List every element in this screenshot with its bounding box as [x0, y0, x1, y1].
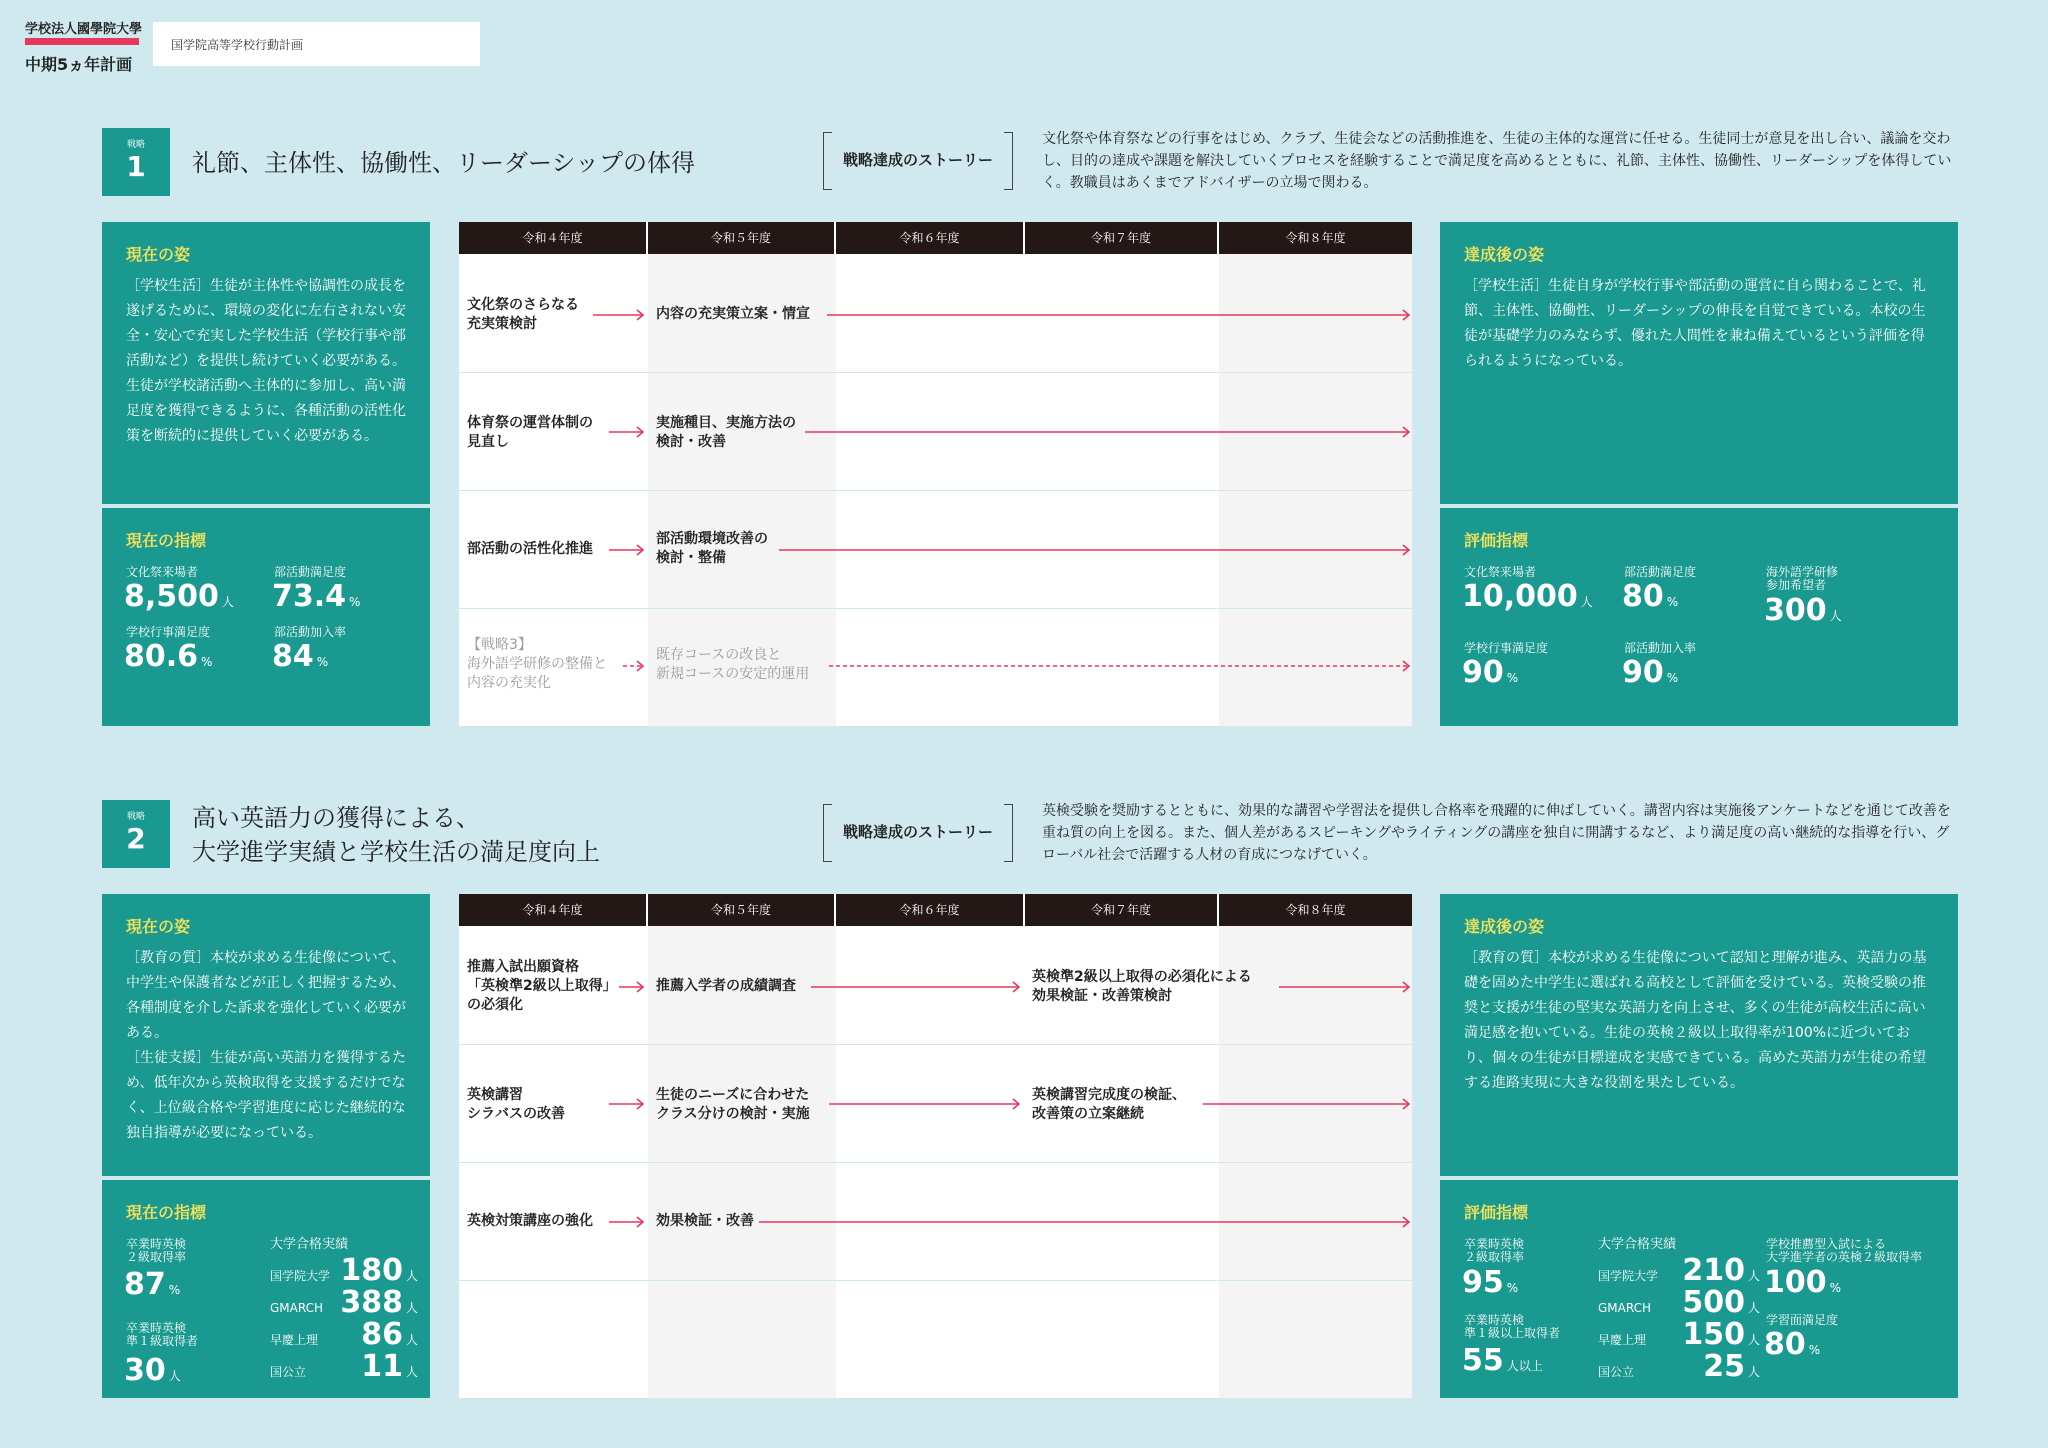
- year-header: 令和７年度: [1025, 222, 1217, 254]
- metric-value: 90 %: [1462, 655, 1519, 690]
- univ-name: 国学院大学: [1598, 1269, 1659, 1283]
- univ-label: 大学合格実績: [1598, 1237, 1677, 1252]
- badge-number: 2: [126, 822, 146, 855]
- eval-metrics-panel: [1440, 508, 1958, 726]
- univ-value: 180 人: [340, 1253, 418, 1288]
- univ-value: 11 人: [361, 1349, 418, 1384]
- metric-label: 部活動加入率: [274, 625, 347, 639]
- year-header: 令和６年度: [836, 894, 1023, 926]
- current-heading: 現在の姿: [126, 245, 191, 264]
- univ-label: 大学合格実績: [270, 1237, 349, 1252]
- current-metrics-panel: [102, 1180, 430, 1398]
- task-next: 既存コースの改良と 新規コースの安定的運用: [656, 647, 810, 682]
- current-state-panel: [102, 894, 430, 1176]
- metric-label: 部活動満足度: [274, 565, 347, 579]
- year-header: 令和８年度: [1219, 222, 1412, 254]
- current-state-panel: [102, 222, 430, 504]
- task-next: 生徒のニーズに合わせた クラス分けの検討・実施: [656, 1087, 810, 1122]
- timeline-1: [459, 222, 1412, 726]
- title-line: 大学進学実績と学校生活の満足度向上: [192, 838, 600, 866]
- current-metrics-heading: 現在の指標: [126, 531, 207, 550]
- metric-value: 87 %: [124, 1267, 181, 1302]
- document-title: 国学院高等学校行動計画: [153, 22, 480, 66]
- metric-value: 80 %: [1622, 579, 1679, 614]
- current-text: ［学校生活］生徒が主体性や協調性の成長を遂げるために、環境の変化に左右されない安全・安心で充実した学校生活（学校行事や部活動など）を提供し続けていく必要がある。生徒が学校諸活動へ主体的に参加し、高い満足度を獲得できるように、各種活動の活性化策を断続的に提供していく必要がある。: [126, 278, 406, 444]
- year-header: 令和５年度: [648, 894, 834, 926]
- univ-value: 150 人: [1682, 1317, 1760, 1352]
- badge-number: 1: [126, 150, 146, 183]
- title-line: 礼節、主体性、協働性、リーダーシップの体得: [192, 149, 696, 177]
- task-current: 英検講習 シラバスの改善: [467, 1087, 565, 1122]
- year-header: 令和５年度: [648, 222, 834, 254]
- univ-value: 500 人: [1682, 1285, 1760, 1320]
- metric-value: 80.6 %: [124, 639, 213, 674]
- badge-label: 戦略: [126, 812, 145, 822]
- metric-label: 卒業時英検 準１級取得者: [126, 1321, 199, 1348]
- task-later: 英検講習完成度の検証、 改善策の立案継続: [1032, 1087, 1186, 1122]
- story-label: 戦略達成のストーリー: [823, 132, 1013, 188]
- goal-text: ［学校生活］生徒自身が学校行事や部活動の運営に自ら関わることで、礼節、主体性、協働性、リーダーシップの伸長を自覚できている。本校の生徒が基礎学力のみならず、優れた人間性を兼ね備えているという評価を得られるようになっている。: [1464, 278, 1926, 369]
- strategy-2-title: [192, 801, 600, 869]
- metric-value: 84 %: [272, 639, 329, 674]
- task-current: 文化祭のさらなる 充実策検討: [467, 297, 579, 332]
- strategy-1-title: [192, 146, 695, 180]
- goal-heading: 達成後の姿: [1464, 245, 1545, 264]
- title-line: 高い英語力の獲得による、: [192, 804, 480, 832]
- univ-name: GMARCH: [1598, 1301, 1652, 1315]
- metric-label: 卒業時英検 ２級取得率: [126, 1237, 187, 1264]
- metric-label: 学習面満足度: [1766, 1313, 1839, 1327]
- task-next: 効果検証・改善: [656, 1213, 754, 1229]
- timeline-arrows: [459, 894, 1412, 1398]
- task-current: 英検対策講座の強化: [467, 1213, 593, 1229]
- metric-label: 文化祭来場者: [1464, 565, 1537, 579]
- eval-heading: 評価指標: [1464, 1203, 1529, 1222]
- univ-name: 早慶上理: [1598, 1333, 1647, 1347]
- metric-label: 学校推薦型入試による 大学進学者の英検２級取得率: [1766, 1237, 1923, 1264]
- goal-state-panel: [1440, 222, 1958, 504]
- timeline-2: [459, 894, 1412, 1398]
- current-text: ［教育の質］本校が求める生徒像について、中学生や保護者などが正しく把握するため、各種制度を介した訴求を強化していく必要がある。 ［生徒支援］生徒が高い英語力を獲得するため、低年次から英検取得を支援するだけでなく、上位級合格や学習進度に応じた継続的な独自指導が必要になっている。: [126, 950, 406, 1141]
- metric-value: 10,000 人: [1462, 579, 1593, 614]
- year-header: 令和７年度: [1025, 894, 1217, 926]
- metric-value: 8,500 人: [124, 579, 234, 614]
- univ-name: 国公立: [270, 1365, 307, 1379]
- org-name: 学校法人國學院大學: [25, 22, 143, 37]
- task-next: 推薦入学者の成績調査: [656, 978, 796, 994]
- goal-text: ［教育の質］本校が求める生徒像について認知と理解が進み、英語力の基礎を固めた中学生に選ばれる高校として評価を受けている。英検受験の推奨と支援が生徒の堅実な英語力を向上させ、多くの生徒が高校生活に高い満足感を抱いている。生徒の英検２級以上取得率が100%に近づいており、個々の生徒が目標達成を実感できている。高めた英語力が生徒の希望する進路実現に大きな役割を果たしている。: [1464, 950, 1927, 1091]
- metric-label: 部活動満足度: [1624, 565, 1697, 579]
- eval-metrics-panel: [1440, 1180, 1958, 1398]
- eval-heading: 評価指標: [1464, 531, 1529, 550]
- metric-value: 100 %: [1764, 1265, 1842, 1300]
- task-next: 実施種目、実施方法の 検討・改善: [656, 415, 796, 450]
- year-header: 令和４年度: [459, 222, 646, 254]
- metric-value: 73.4 %: [272, 579, 361, 614]
- story-text: 英検受験を奨励するとともに、効果的な講習や学習法を提供し合格率を飛躍的に伸ばしていく。講習内容は実施後アンケートなどを通じて改善を重ね質の向上を図る。また、個人差があるスピーキングやライティングの講座を独自に開講するなど、より満足度の高い継続的な指導を行い、グローバル社会で活躍する人材の育成につなげていく。: [1042, 803, 1951, 863]
- brand-bar: [25, 38, 139, 45]
- metric-value: 55 人以上: [1462, 1343, 1543, 1378]
- current-metrics-heading: 現在の指標: [126, 1203, 207, 1222]
- metric-label: 文化祭来場者: [126, 565, 199, 579]
- metric-label: 卒業時英検 ２級取得率: [1464, 1237, 1525, 1264]
- metric-value: 80 %: [1764, 1327, 1821, 1362]
- univ-name: GMARCH: [270, 1301, 324, 1315]
- task-current: 【戦略3】 海外語学研修の整備と 内容の充実化: [467, 637, 607, 691]
- task-later: 英検準2級以上取得の必須化による 効果検証・改善策検討: [1032, 969, 1252, 1004]
- task-current: 推薦入試出願資格 「英検準2級以上取得」 の必須化: [467, 959, 617, 1013]
- metric-label: 卒業時英検 準１級以上取得者: [1464, 1313, 1561, 1340]
- current-metrics-panel: [102, 508, 430, 726]
- strategy-2-badge: [102, 800, 170, 868]
- current-heading: 現在の姿: [126, 917, 191, 936]
- task-current: 部活動の活性化推進: [467, 541, 593, 557]
- univ-value: 25 人: [1703, 1349, 1760, 1384]
- task-current: 体育祭の運営体制の 見直し: [467, 415, 593, 450]
- metric-value: 300 人: [1764, 593, 1842, 628]
- univ-value: 210 人: [1682, 1253, 1760, 1288]
- univ-value: 86 人: [361, 1317, 418, 1352]
- badge-label: 戦略: [126, 140, 145, 150]
- task-next: 内容の充実策立案・情宣: [656, 306, 810, 322]
- year-header: 令和６年度: [836, 222, 1023, 254]
- year-header: 令和４年度: [459, 894, 646, 926]
- goal-state-panel: [1440, 894, 1958, 1176]
- metric-label: 学校行事満足度: [126, 625, 211, 639]
- story-label: 戦略達成のストーリー: [823, 804, 1013, 860]
- metric-value: 95 %: [1462, 1265, 1519, 1300]
- univ-name: 国公立: [1598, 1365, 1635, 1379]
- metric-value: 90 %: [1622, 655, 1679, 690]
- year-header: 令和８年度: [1219, 894, 1412, 926]
- metric-label: 海外語学研修 参加希望者: [1766, 565, 1839, 592]
- univ-name: 早慶上理: [270, 1333, 319, 1347]
- timeline-arrows: [459, 222, 1412, 726]
- strategy-1-badge: [102, 128, 170, 196]
- plan-title: 中期5ヵ年計画: [25, 55, 133, 74]
- story-text: 文化祭や体育祭などの行事をはじめ、クラブ、生徒会などの活動推進を、生徒の主体的な運営に任せる。生徒同士が意見を出し合い、議論を交わし、目的の達成や課題を解決していくプロセスを経験することで満足度を高めるとともに、礼節、主体性、協働性、リーダーシップを体得していく。教職員はあくまでアドバイザーの立場で関わる。: [1042, 131, 1952, 191]
- univ-name: 国学院大学: [270, 1269, 331, 1283]
- metric-label: 学校行事満足度: [1464, 641, 1549, 655]
- goal-heading: 達成後の姿: [1464, 917, 1545, 936]
- metric-label: 部活動加入率: [1624, 641, 1697, 655]
- metric-value: 30 人: [124, 1353, 181, 1388]
- task-next: 部活動環境改善の 検討・整備: [656, 531, 768, 566]
- univ-value: 388 人: [340, 1285, 418, 1320]
